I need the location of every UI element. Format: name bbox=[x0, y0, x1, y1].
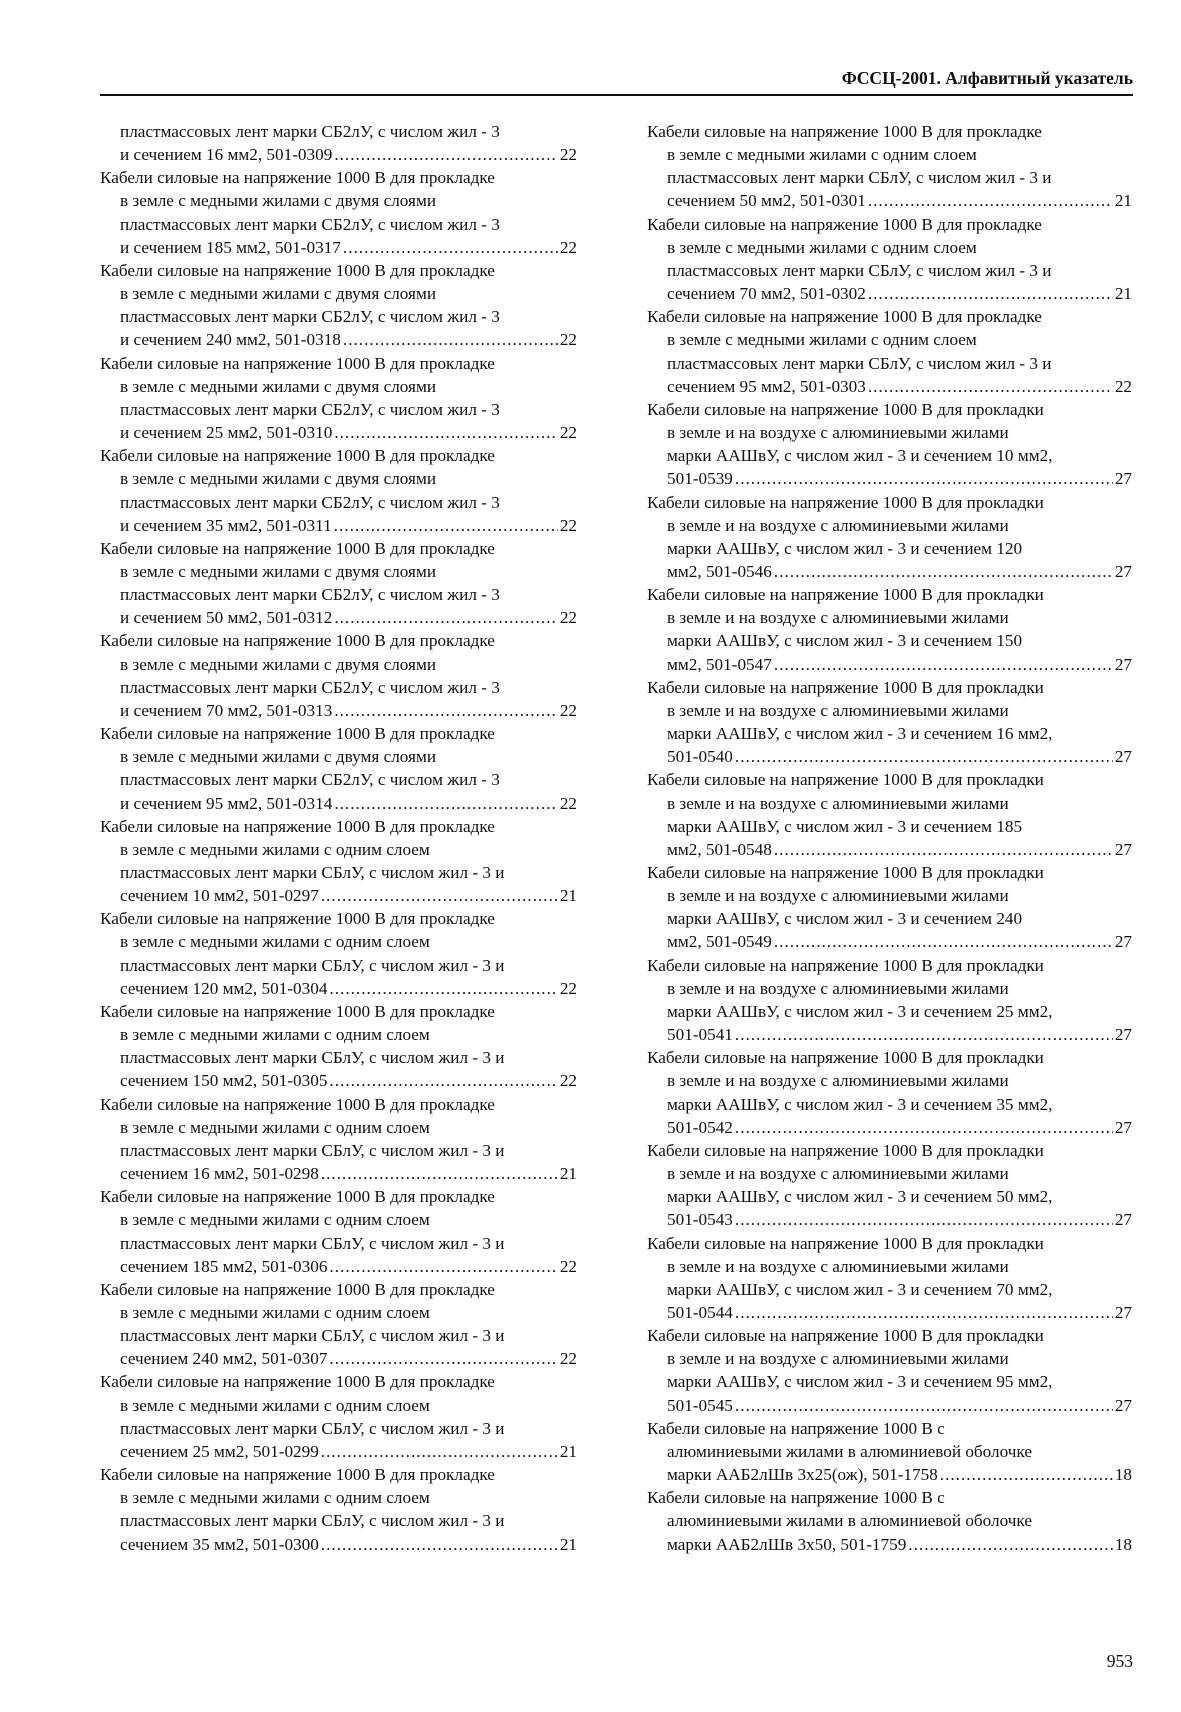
index-entry bbox=[100, 629, 577, 722]
running-header bbox=[100, 68, 1133, 96]
entry-page-ref: 21 bbox=[559, 1534, 577, 1554]
entry-page-ref: 22 bbox=[559, 1071, 577, 1091]
entry-last-line bbox=[647, 467, 1132, 490]
entry-page-ref: 22 bbox=[559, 423, 577, 443]
dot-leader bbox=[329, 977, 557, 1000]
entry-code: и сечением 240 мм2, 501-0318 bbox=[120, 330, 341, 350]
entry-last-line bbox=[647, 1394, 1132, 1417]
entry-line: Кабели силовые на напряжение 1000 В для прокладке bbox=[100, 1187, 495, 1207]
entry-line: марки ААШвУ, с числом жил - 3 и сечением 120 bbox=[667, 538, 1023, 558]
entry-code: сечением 35 мм2, 501-0300 bbox=[120, 1534, 319, 1554]
entry-code: мм2, 501-0548 bbox=[667, 839, 772, 859]
entry-line: пластмассовых лент марки СБлУ, с числом жил - 3 и bbox=[120, 1233, 505, 1253]
index-entry bbox=[100, 1463, 577, 1556]
entry-page-ref: 21 bbox=[559, 1441, 577, 1461]
index-entry bbox=[100, 444, 577, 537]
entry-code: сечением 10 мм2, 501-0297 bbox=[120, 886, 319, 906]
entry-last-line bbox=[647, 1463, 1132, 1486]
dot-leader bbox=[334, 514, 558, 537]
entry-last-line bbox=[647, 282, 1132, 305]
entry-line: в земле и на воздухе с алюминиевыми жилами bbox=[667, 1256, 1009, 1276]
entry-line: пластмассовых лент марки СБлУ, с числом жил - 3 и bbox=[667, 168, 1052, 188]
entry-line: марки ААШвУ, с числом жил - 3 и сечением 16 мм2, bbox=[667, 724, 1053, 744]
entry-page-ref: 22 bbox=[559, 330, 577, 350]
entry-code: 501-0540 bbox=[667, 747, 733, 767]
entry-last-line bbox=[100, 606, 577, 629]
entry-last-line bbox=[647, 1023, 1132, 1046]
entry-code: марки ААБ2лШв 3х50, 501-1759 bbox=[667, 1534, 907, 1554]
entry-page-ref: 27 bbox=[1114, 561, 1132, 581]
entry-line: в земле с медными жилами с двумя слоями bbox=[120, 376, 437, 396]
index-entry bbox=[647, 768, 1132, 861]
entry-last-line bbox=[100, 1533, 577, 1556]
entry-line: Кабели силовые на напряжение 1000 В для прокладки bbox=[647, 1326, 1044, 1346]
entry-code: и сечением 70 мм2, 501-0313 bbox=[120, 700, 333, 720]
entry-last-line bbox=[100, 699, 577, 722]
entry-code: 501-0544 bbox=[667, 1302, 733, 1322]
entry-code: и сечением 95 мм2, 501-0314 bbox=[120, 793, 333, 813]
entry-line: в земле и на воздухе с алюминиевыми жилами bbox=[667, 1164, 1009, 1184]
entry-line: пластмассовых лент марки СБ2лУ, с числом жил - 3 bbox=[120, 214, 500, 234]
dot-leader bbox=[940, 1463, 1113, 1486]
dot-leader bbox=[334, 792, 558, 815]
entry-page-ref: 21 bbox=[559, 1164, 577, 1184]
entry-last-line bbox=[100, 1255, 577, 1278]
entry-line: алюминиевыми жилами в алюминиевой оболочке bbox=[667, 1511, 1032, 1531]
entry-line: марки ААШвУ, с числом жил - 3 и сечением 150 bbox=[667, 631, 1023, 651]
entry-line: пластмассовых лент марки СБлУ, с числом жил - 3 и bbox=[120, 955, 505, 975]
entry-line: в земле и на воздухе с алюминиевыми жилами bbox=[667, 608, 1009, 628]
index-entry bbox=[100, 1185, 577, 1278]
entry-code: и сечением 35 мм2, 501-0311 bbox=[120, 515, 332, 535]
entry-line: Кабели силовые на напряжение 1000 В для прокладки bbox=[647, 585, 1044, 605]
index-entry bbox=[647, 1486, 1132, 1555]
entry-page-ref: 22 bbox=[559, 608, 577, 628]
index-entry bbox=[647, 676, 1132, 769]
dot-leader bbox=[329, 1069, 557, 1092]
entry-line: в земле и на воздухе с алюминиевыми жилами bbox=[667, 700, 1009, 720]
entry-code: и сечением 50 мм2, 501-0312 bbox=[120, 608, 333, 628]
entry-line: Кабели силовые на напряжение 1000 В для прокладке bbox=[100, 1001, 495, 1021]
entry-line: марки ААШвУ, с числом жил - 3 и сечением 35 мм2, bbox=[667, 1094, 1053, 1114]
entry-line: пластмассовых лент марки СБ2лУ, с числом жил - 3 bbox=[120, 307, 500, 327]
index-entry bbox=[100, 1093, 577, 1186]
entry-last-line bbox=[100, 792, 577, 815]
entry-page-ref: 21 bbox=[559, 886, 577, 906]
entry-last-line bbox=[647, 1301, 1132, 1324]
entry-line: Кабели силовые на напряжение 1000 В для прокладке bbox=[647, 214, 1042, 234]
entry-line: Кабели силовые на напряжение 1000 В для прокладки bbox=[647, 492, 1044, 512]
entry-code: марки ААБ2лШв 3х25(ож), 501-1758 bbox=[667, 1465, 938, 1485]
dot-leader bbox=[321, 1162, 558, 1185]
entry-line: пластмассовых лент марки СБлУ, с числом жил - 3 и bbox=[120, 1511, 505, 1531]
entry-page-ref: 22 bbox=[559, 145, 577, 165]
index-entry bbox=[100, 259, 577, 352]
entry-code: сечением 185 мм2, 501-0306 bbox=[120, 1256, 328, 1276]
dot-leader bbox=[735, 1116, 1113, 1139]
entry-page-ref: 27 bbox=[1114, 1117, 1132, 1137]
entry-line: в земле с медными жилами с двумя слоями bbox=[120, 654, 437, 674]
entry-last-line bbox=[647, 653, 1132, 676]
entry-code: и сечением 16 мм2, 501-0309 bbox=[120, 145, 333, 165]
dot-leader bbox=[334, 699, 558, 722]
entry-line: в земле и на воздухе с алюминиевыми жилами bbox=[667, 1071, 1009, 1091]
entry-page-ref: 27 bbox=[1114, 747, 1132, 767]
index-entry bbox=[647, 491, 1132, 584]
entry-line: Кабели силовые на напряжение 1000 В для прокладки bbox=[647, 1140, 1044, 1160]
entry-line: пластмассовых лент марки СБлУ, с числом жил - 3 и bbox=[667, 353, 1052, 373]
index-entry bbox=[100, 907, 577, 1000]
entry-page-ref: 27 bbox=[1114, 1210, 1132, 1230]
entry-line: в земле и на воздухе с алюминиевыми жилами bbox=[667, 978, 1009, 998]
entry-line: в земле с медными жилами с одним слоем bbox=[667, 237, 977, 257]
index-entry bbox=[100, 815, 577, 908]
dot-leader bbox=[334, 606, 558, 629]
entry-line: Кабели силовые на напряжение 1000 В для прокладки bbox=[647, 1233, 1044, 1253]
entry-line: Кабели силовые на напряжение 1000 В с bbox=[647, 1418, 945, 1438]
dot-leader bbox=[908, 1533, 1113, 1556]
entry-page-ref: 18 bbox=[1114, 1534, 1132, 1554]
index-entry bbox=[100, 537, 577, 630]
entry-page-ref: 27 bbox=[1114, 1025, 1132, 1045]
dot-leader bbox=[329, 1347, 557, 1370]
entry-line: Кабели силовые на напряжение 1000 В для прокладке bbox=[100, 168, 495, 188]
entry-code: 501-0543 bbox=[667, 1210, 733, 1230]
entry-line: марки ААШвУ, с числом жил - 3 и сечением 10 мм2, bbox=[667, 446, 1053, 466]
dot-leader bbox=[735, 467, 1113, 490]
entry-line: пластмассовых лент марки СБлУ, с числом жил - 3 и bbox=[120, 1140, 505, 1160]
index-entry bbox=[100, 1000, 577, 1093]
entry-line: Кабели силовые на напряжение 1000 В для прокладки bbox=[647, 955, 1044, 975]
entry-line: пластмассовых лент марки СБ2лУ, с числом жил - 3 bbox=[120, 677, 500, 697]
dot-leader bbox=[868, 189, 1113, 212]
entry-line: Кабели силовые на напряжение 1000 В для прокладке bbox=[100, 353, 495, 373]
entry-page-ref: 22 bbox=[559, 1256, 577, 1276]
dot-leader bbox=[735, 1208, 1113, 1231]
entry-line: алюминиевыми жилами в алюминиевой оболочке bbox=[667, 1441, 1032, 1461]
index-entry bbox=[100, 120, 577, 166]
entry-page-ref: 27 bbox=[1114, 932, 1132, 952]
entry-line: Кабели силовые на напряжение 1000 В для прокладке bbox=[100, 909, 495, 929]
index-entry bbox=[647, 583, 1132, 676]
entry-line: в земле с медными жилами с одним слоем bbox=[120, 1395, 430, 1415]
entry-last-line bbox=[100, 1440, 577, 1463]
index-entry bbox=[647, 861, 1132, 954]
dot-leader bbox=[334, 421, 558, 444]
entry-code: сечением 150 мм2, 501-0305 bbox=[120, 1071, 328, 1091]
entry-line: пластмассовых лент марки СБ2лУ, с числом жил - 3 bbox=[120, 492, 500, 512]
entry-page-ref: 22 bbox=[559, 515, 577, 535]
entry-line: Кабели силовые на напряжение 1000 В для прокладки bbox=[647, 770, 1044, 790]
entry-code: мм2, 501-0549 bbox=[667, 932, 772, 952]
index-entry bbox=[647, 1324, 1132, 1417]
entry-code: сечением 50 мм2, 501-0301 bbox=[667, 191, 866, 211]
entry-line: Кабели силовые на напряжение 1000 В с bbox=[647, 1488, 945, 1508]
entry-line: Кабели силовые на напряжение 1000 В для прокладке bbox=[100, 816, 495, 836]
entry-line: Кабели силовые на напряжение 1000 В для прокладке bbox=[100, 446, 495, 466]
entry-line: марки ААШвУ, с числом жил - 3 и сечением 185 bbox=[667, 816, 1023, 836]
dot-leader bbox=[329, 1255, 557, 1278]
entry-line: в земле с медными жилами с двумя слоями bbox=[120, 469, 437, 489]
index-entry bbox=[647, 954, 1132, 1047]
entry-page-ref: 22 bbox=[1114, 376, 1132, 396]
index-column-right bbox=[647, 120, 1132, 1556]
entry-line: пластмассовых лент марки СБлУ, с числом жил - 3 и bbox=[120, 1418, 505, 1438]
entry-line: Кабели силовые на напряжение 1000 В для прокладке bbox=[100, 1094, 495, 1114]
dot-leader bbox=[774, 930, 1113, 953]
entry-last-line bbox=[100, 1069, 577, 1092]
entry-line: в земле и на воздухе с алюминиевыми жилами bbox=[667, 793, 1009, 813]
entry-line: марки ААШвУ, с числом жил - 3 и сечением 50 мм2, bbox=[667, 1187, 1053, 1207]
entry-last-line bbox=[100, 421, 577, 444]
entry-line: в земле с медными жилами с двумя слоями bbox=[120, 191, 437, 211]
entry-line: Кабели силовые на напряжение 1000 В для прокладке bbox=[647, 307, 1042, 327]
entry-line: в земле с медными жилами с одним слоем bbox=[667, 330, 977, 350]
entry-line: в земле с медными жилами с одним слоем bbox=[120, 839, 430, 859]
entry-page-ref: 27 bbox=[1114, 469, 1132, 489]
entry-page-ref: 22 bbox=[559, 237, 577, 257]
index-entry bbox=[100, 1278, 577, 1371]
entry-line: Кабели силовые на напряжение 1000 В для прокладке bbox=[100, 1465, 495, 1485]
index-entry bbox=[647, 398, 1132, 491]
entry-line: Кабели силовые на напряжение 1000 В для прокладке bbox=[100, 538, 495, 558]
index-entry bbox=[647, 1232, 1132, 1325]
entry-line: в земле с медными жилами с двумя слоями bbox=[120, 747, 437, 767]
entry-page-ref: 18 bbox=[1114, 1465, 1132, 1485]
entry-code: сечением 95 мм2, 501-0303 bbox=[667, 376, 866, 396]
index-entry bbox=[100, 1370, 577, 1463]
entry-line: пластмассовых лент марки СБлУ, с числом жил - 3 и bbox=[667, 260, 1052, 280]
entry-last-line bbox=[647, 1116, 1132, 1139]
entry-line: марки ААШвУ, с числом жил - 3 и сечением 25 мм2, bbox=[667, 1001, 1053, 1021]
entry-page-ref: 22 bbox=[559, 978, 577, 998]
entry-line: в земле и на воздухе с алюминиевыми жилами bbox=[667, 886, 1009, 906]
entry-last-line bbox=[100, 977, 577, 1000]
entry-code: мм2, 501-0546 bbox=[667, 561, 772, 581]
dot-leader bbox=[735, 1023, 1113, 1046]
entry-line: в земле с медными жилами с одним слоем bbox=[120, 932, 430, 952]
entry-line: в земле с медными жилами с двумя слоями bbox=[120, 284, 437, 304]
dot-leader bbox=[868, 375, 1113, 398]
index-entry bbox=[100, 352, 577, 445]
dot-leader bbox=[735, 745, 1113, 768]
entry-last-line bbox=[647, 375, 1132, 398]
entry-line: в земле и на воздухе с алюминиевыми жилами bbox=[667, 1349, 1009, 1369]
entry-code: сечением 240 мм2, 501-0307 bbox=[120, 1349, 328, 1369]
entry-line: в земле с медными жилами с одним слоем bbox=[120, 1117, 430, 1137]
entry-last-line bbox=[100, 236, 577, 259]
index-entry bbox=[100, 166, 577, 259]
dot-leader bbox=[334, 143, 558, 166]
entry-last-line bbox=[100, 884, 577, 907]
dot-leader bbox=[735, 1394, 1113, 1417]
entry-code: сечением 25 мм2, 501-0299 bbox=[120, 1441, 319, 1461]
entry-page-ref: 27 bbox=[1114, 1302, 1132, 1322]
dot-leader bbox=[343, 236, 558, 259]
index-entry bbox=[647, 1046, 1132, 1139]
dot-leader bbox=[343, 328, 558, 351]
entry-last-line bbox=[647, 560, 1132, 583]
entry-line: Кабели силовые на напряжение 1000 В для прокладки bbox=[647, 1048, 1044, 1068]
entry-code: сечением 70 мм2, 501-0302 bbox=[667, 284, 866, 304]
entry-last-line bbox=[647, 930, 1132, 953]
entry-code: 501-0541 bbox=[667, 1025, 733, 1045]
dot-leader bbox=[321, 1440, 558, 1463]
index-entry bbox=[647, 1417, 1132, 1486]
entry-last-line bbox=[647, 1533, 1132, 1556]
entry-last-line bbox=[647, 745, 1132, 768]
entry-page-ref: 27 bbox=[1114, 654, 1132, 674]
entry-last-line bbox=[647, 1208, 1132, 1231]
index-entry bbox=[647, 213, 1132, 306]
index-entry bbox=[647, 305, 1132, 398]
entry-code: 501-0545 bbox=[667, 1395, 733, 1415]
dot-leader bbox=[774, 653, 1113, 676]
entry-last-line bbox=[647, 189, 1132, 212]
entry-line: Кабели силовые на напряжение 1000 В для прокладки bbox=[647, 863, 1044, 882]
entry-page-ref: 22 bbox=[559, 1349, 577, 1369]
entry-line: Кабели силовые на напряжение 1000 В для прокладке bbox=[100, 260, 495, 280]
entry-line: в земле с медными жилами с одним слоем bbox=[120, 1302, 430, 1322]
entry-line: в земле с медными жилами с одним слоем bbox=[120, 1025, 430, 1045]
entry-line: пластмассовых лент марки СБлУ, с числом жил - 3 и bbox=[120, 863, 505, 882]
dot-leader bbox=[774, 560, 1113, 583]
entry-line: пластмассовых лент марки СБ2лУ, с числом жил - 3 bbox=[120, 399, 500, 419]
entry-code: 501-0542 bbox=[667, 1117, 733, 1137]
entry-line: пластмассовых лент марки СБ2лУ, с числом жил - 3 bbox=[120, 122, 500, 141]
entry-line: в земле и на воздухе с алюминиевыми жилами bbox=[667, 515, 1009, 535]
entry-line: пластмассовых лент марки СБлУ, с числом жил - 3 и bbox=[120, 1326, 505, 1346]
entry-code: и сечением 25 мм2, 501-0310 bbox=[120, 423, 333, 443]
dot-leader bbox=[321, 884, 558, 907]
entry-last-line bbox=[100, 514, 577, 537]
dot-leader bbox=[321, 1533, 558, 1556]
entry-line: марки ААШвУ, с числом жил - 3 и сечением 70 мм2, bbox=[667, 1279, 1053, 1299]
entry-page-ref: 27 bbox=[1114, 839, 1132, 859]
entry-line: пластмассовых лент марки СБлУ, с числом жил - 3 и bbox=[120, 1048, 505, 1068]
entry-code: сечением 16 мм2, 501-0298 bbox=[120, 1164, 319, 1184]
page-number: 953 bbox=[1106, 1651, 1133, 1671]
dot-leader bbox=[735, 1301, 1113, 1324]
entry-code: 501-0539 bbox=[667, 469, 733, 489]
entry-line: в земле с медными жилами с одним слоем bbox=[120, 1488, 430, 1508]
entry-code: сечением 120 мм2, 501-0304 bbox=[120, 978, 328, 998]
entry-code: мм2, 501-0547 bbox=[667, 654, 772, 674]
entry-line: Кабели силовые на напряжение 1000 В для прокладке bbox=[100, 1372, 495, 1392]
index-entry bbox=[100, 722, 577, 815]
entry-page-ref: 27 bbox=[1114, 1395, 1132, 1415]
entry-line: марки ААШвУ, с числом жил - 3 и сечением 240 bbox=[667, 909, 1023, 929]
entry-last-line bbox=[647, 838, 1132, 861]
entry-line: пластмассовых лент марки СБ2лУ, с числом жил - 3 bbox=[120, 585, 500, 605]
entry-line: Кабели силовые на напряжение 1000 В для прокладки bbox=[647, 399, 1044, 419]
entry-line: Кабели силовые на напряжение 1000 В для прокладке bbox=[100, 724, 495, 744]
entry-line: пластмассовых лент марки СБ2лУ, с числом жил - 3 bbox=[120, 770, 500, 790]
entry-last-line bbox=[100, 1162, 577, 1185]
entry-line: Кабели силовые на напряжение 1000 В для прокладки bbox=[647, 677, 1044, 697]
entry-last-line bbox=[100, 143, 577, 166]
entry-line: в земле с медными жилами с одним слоем bbox=[667, 145, 977, 165]
entry-last-line bbox=[100, 1347, 577, 1370]
index-entry bbox=[647, 120, 1132, 213]
dot-leader bbox=[868, 282, 1113, 305]
entry-line: в земле с медными жилами с двумя слоями bbox=[120, 561, 437, 581]
entry-line: марки ААШвУ, с числом жил - 3 и сечением 95 мм2, bbox=[667, 1372, 1053, 1392]
entry-page-ref: 22 bbox=[559, 700, 577, 720]
index-column-left bbox=[100, 120, 577, 1556]
entry-line: в земле и на воздухе с алюминиевыми жилами bbox=[667, 423, 1009, 443]
entry-line: в земле с медными жилами с одним слоем bbox=[120, 1210, 430, 1230]
header-title: ФССЦ-2001. Алфавитный указатель bbox=[841, 68, 1133, 88]
index-entry bbox=[647, 1139, 1132, 1232]
dot-leader bbox=[774, 838, 1113, 861]
entry-line: Кабели силовые на напряжение 1000 В для прокладке bbox=[100, 1279, 495, 1299]
entry-page-ref: 21 bbox=[1114, 284, 1132, 304]
entry-code: и сечением 185 мм2, 501-0317 bbox=[120, 237, 341, 257]
entry-last-line bbox=[100, 328, 577, 351]
entry-page-ref: 21 bbox=[1114, 191, 1132, 211]
entry-line: Кабели силовые на напряжение 1000 В для прокладке bbox=[647, 122, 1042, 141]
entry-line: Кабели силовые на напряжение 1000 В для прокладке bbox=[100, 631, 495, 651]
entry-page-ref: 22 bbox=[559, 793, 577, 813]
